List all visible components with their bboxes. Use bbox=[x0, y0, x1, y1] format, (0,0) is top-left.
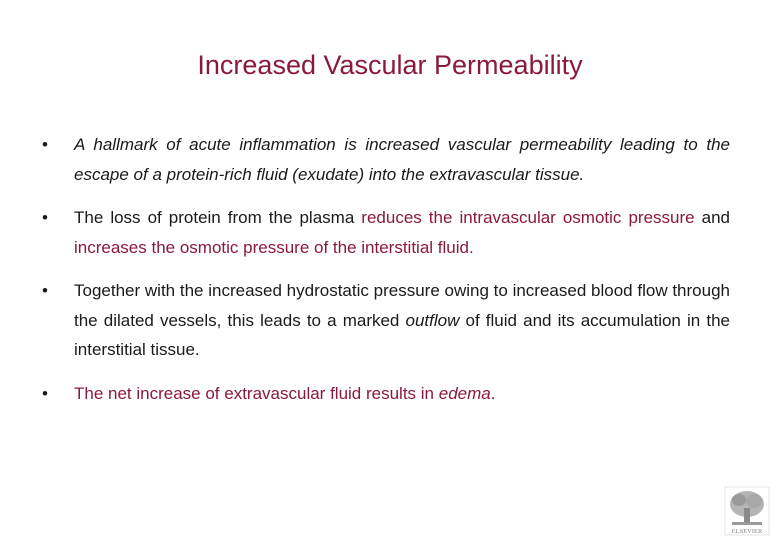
text-run: The loss of protein from the plasma bbox=[74, 208, 362, 227]
bullet-item bbox=[42, 130, 730, 189]
bullet-text: A hallmark of acute inflammation is increased vascular permeability leading to the escape of a protein-rich fluid (exudate) into the extravascular tissue. bbox=[74, 135, 730, 184]
text-run: and bbox=[694, 208, 730, 227]
bullet-item bbox=[42, 203, 730, 262]
text-run: The net increase of extravascular fluid results in bbox=[74, 383, 439, 403]
bullet-text bbox=[74, 281, 730, 359]
bullet-list bbox=[42, 130, 730, 422]
highlight-text: increases the osmotic pressure of the interstitial fluid. bbox=[74, 237, 474, 257]
text-run: . bbox=[490, 383, 496, 403]
emphasis-text: edema bbox=[438, 383, 491, 403]
slide-title: Increased Vascular Permeability bbox=[197, 50, 583, 80]
text-run: of fluid and its accumulation in the interstitial tissue. bbox=[74, 310, 730, 359]
bullet-dot: • bbox=[42, 281, 48, 300]
bullet-dot: • bbox=[42, 208, 48, 227]
emphasis-text: outflow bbox=[405, 310, 460, 330]
elsevier-tree-icon bbox=[724, 486, 770, 536]
bullet-text bbox=[74, 208, 730, 257]
bullet-item bbox=[42, 276, 730, 365]
logo-text: ELSEVIER bbox=[731, 528, 763, 535]
bullet-dot: • bbox=[42, 383, 48, 403]
bullet-dot: • bbox=[42, 135, 48, 154]
bullet-text bbox=[74, 384, 495, 403]
text-run: Together with the increased hydrostatic pressure owing to increased blood flow through the dilated vessels, this leads to a marked bbox=[74, 281, 730, 330]
bullet-item bbox=[42, 379, 730, 409]
highlight-text: reduces the intravascular osmotic pressure bbox=[361, 208, 695, 227]
